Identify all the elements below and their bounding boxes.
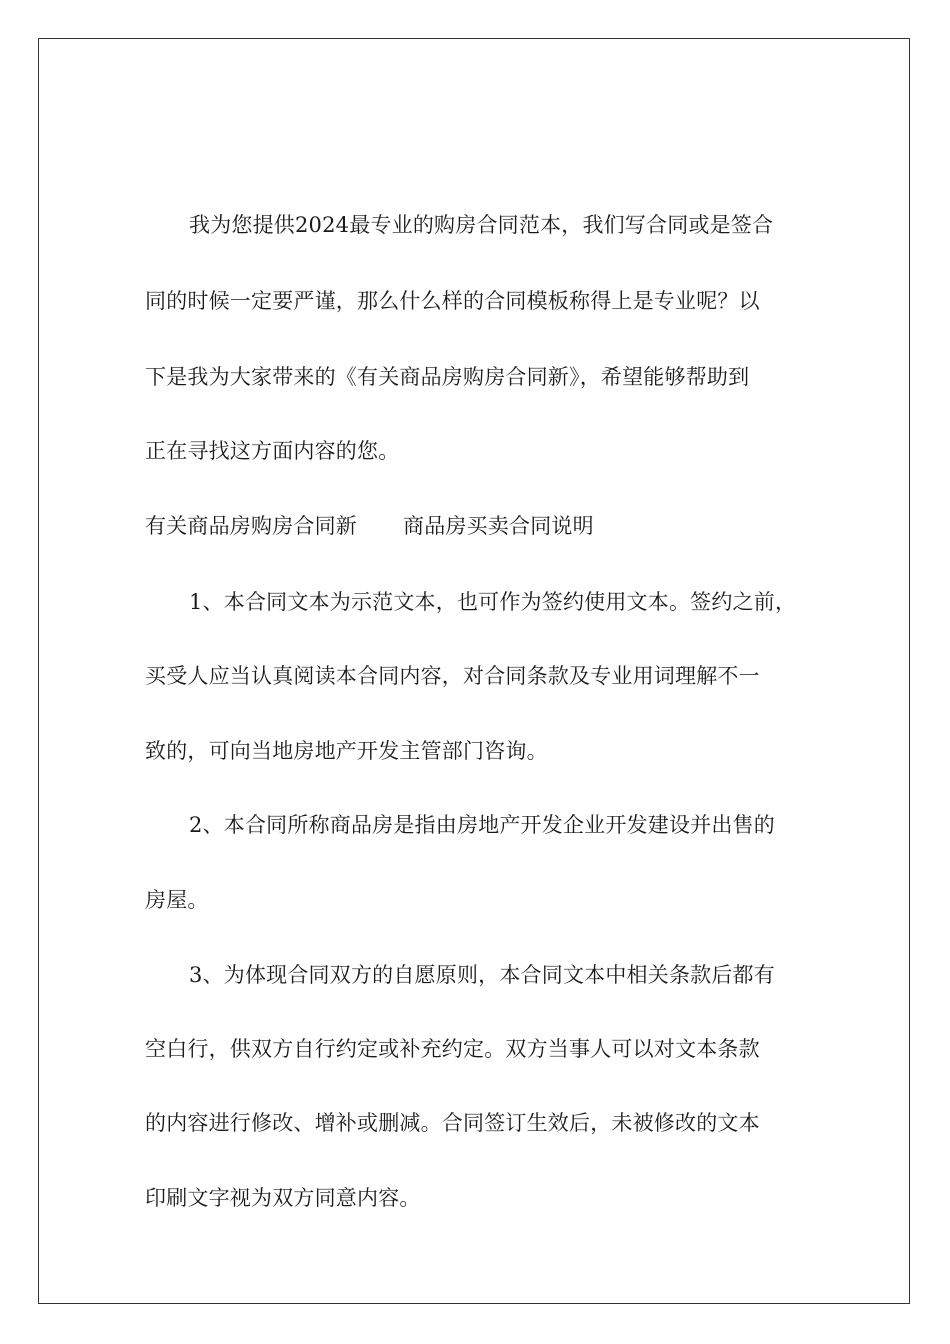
- intro-line-1: 我为您提供2024最专业的购房合同范本，我们写合同或是签合: [189, 213, 774, 237]
- document-subtitle: 商品房买卖合同说明: [403, 514, 594, 538]
- clause-1-line-1: 1、本合同文本为示范文本，也可作为签约使用文本。签约之前，: [189, 590, 797, 614]
- clause-1-line-3: 致的，可向当地房地产开发主管部门咨询。: [145, 739, 548, 763]
- clause-3-line-1: 3、为体现合同双方的自愿原则，本合同文本中相关条款后都有: [189, 963, 775, 987]
- intro-line-2: 同的时候一定要严谨，那么什么样的合同模板称得上是专业呢？以: [145, 289, 760, 313]
- intro-line-3: 下是我为大家带来的《有关商品房购房合同新》，希望能够帮助到: [145, 365, 750, 389]
- clause-2-line-1: 2、本合同所称商品房是指由房地产开发企业开发建设并出售的: [189, 813, 775, 837]
- document-title: 有关商品房购房合同新: [145, 514, 357, 538]
- clause-2-line-2: 房屋。: [145, 888, 209, 912]
- clause-3-line-2: 空白行，供双方自行约定或补充约定。双方当事人可以对文本条款: [145, 1037, 760, 1061]
- clause-1-line-2: 买受人应当认真阅读本合同内容，对合同条款及专业用词理解不一: [145, 664, 760, 688]
- clause-3-line-4: 印刷文字视为双方同意内容。: [145, 1186, 421, 1210]
- section-heading: [145, 513, 594, 539]
- clause-3-line-3: 的内容进行修改、增补或删减。合同签订生效后，未被修改的文本: [145, 1111, 760, 1135]
- intro-line-4: 正在寻找这方面内容的您。: [145, 439, 400, 463]
